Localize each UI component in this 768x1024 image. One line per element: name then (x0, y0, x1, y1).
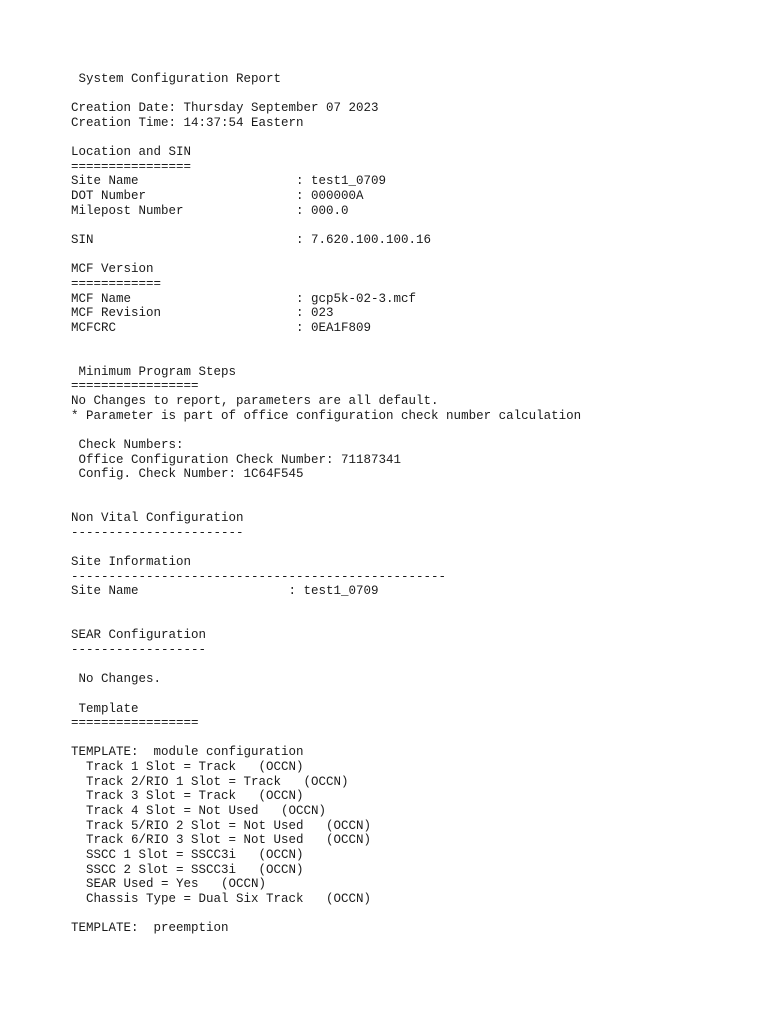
blank-line (71, 87, 761, 102)
site-name-row: Site Name : test1_0709 (71, 174, 387, 189)
parameter-footnote: * Parameter is part of office configuration check number calculation (71, 408, 582, 423)
section-underline: ----------------------- (71, 525, 244, 540)
template-item-track-2-rio-1-slot: Track 2/RIO 1 Slot = Track (OCCN) (71, 774, 349, 789)
template-item-track-6-rio-3-slot: Track 6/RIO 3 Slot = Not Used (OCCN) (71, 833, 372, 848)
blank-line (71, 497, 761, 512)
blank-line (71, 218, 761, 233)
template-item-sscc-1-slot: SSCC 1 Slot = SSCC3i (OCCN) (71, 847, 304, 862)
section-heading-mcf-version: MCF Version (71, 262, 154, 277)
sin-row: SIN : 7.620.100.100.16 (71, 233, 432, 248)
blank-line (71, 336, 761, 351)
creation-time: Creation Time: 14:37:54 Eastern (71, 115, 304, 130)
section-heading-sear-configuration: SEAR Configuration (71, 628, 207, 643)
milepost-number-row: Milepost Number : 000.0 (71, 203, 349, 218)
blank-line (71, 599, 761, 614)
template-item-sscc-2-slot: SSCC 2 Slot = SSCC3i (OCCN) (71, 862, 304, 877)
section-heading-template: Template (71, 701, 139, 716)
blank-line (71, 731, 761, 746)
section-underline: -------------------------------------------------- (71, 569, 447, 584)
blank-line (71, 248, 761, 263)
template-preemption: TEMPLATE: preemption (71, 921, 229, 936)
template-item-track-3-slot: Track 3 Slot = Track (OCCN) (71, 789, 304, 804)
section-heading-non-vital-configuration: Non Vital Configuration (71, 511, 244, 526)
section-heading-site-information: Site Information (71, 555, 192, 570)
no-changes-note: No Changes to report, parameters are all default. (71, 394, 439, 409)
section-underline: ================= (71, 716, 199, 731)
section-heading-minimum-program-steps: Minimum Program Steps (71, 364, 237, 379)
mcfcrc-row: MCFCRC : 0EA1F809 (71, 320, 372, 335)
office-config-check-number: Office Configuration Check Number: 71187341 (71, 452, 402, 467)
section-underline: ------------------ (71, 642, 207, 657)
template-item-track-1-slot: Track 1 Slot = Track (OCCN) (71, 760, 304, 775)
section-underline: ============ (71, 276, 162, 291)
template-item-track-5-rio-2-slot: Track 5/RIO 2 Slot = Not Used (OCCN) (71, 818, 372, 833)
blank-line (71, 907, 761, 922)
blank-line (71, 687, 761, 702)
template-item-sear-used: SEAR Used = Yes (OCCN) (71, 877, 267, 892)
template-module-configuration: TEMPLATE: module configuration (71, 745, 304, 760)
config-check-number: Config. Check Number: 1C64F545 (71, 467, 304, 482)
dot-number-row: DOT Number : 000000A (71, 189, 364, 204)
section-underline: ================= (71, 379, 199, 394)
section-underline: ================ (71, 159, 192, 174)
section-heading-location-sin: Location and SIN (71, 145, 192, 160)
blank-line (71, 131, 761, 146)
mcf-name-row: MCF Name : gcp5k-02-3.mcf (71, 291, 417, 306)
blank-line (71, 423, 761, 438)
creation-date: Creation Date: Thursday September 07 2023 (71, 101, 379, 116)
site-information-site-name-row: Site Name : test1_0709 (71, 584, 379, 599)
template-item-chassis-type: Chassis Type = Dual Six Track (OCCN) (71, 891, 372, 906)
blank-line (71, 541, 761, 556)
mcf-revision-row: MCF Revision : 023 (71, 306, 334, 321)
blank-line (71, 482, 761, 497)
report-document (71, 72, 761, 936)
blank-line (71, 658, 761, 673)
check-numbers-heading: Check Numbers: (71, 438, 184, 453)
blank-line (71, 350, 761, 365)
blank-line (71, 614, 761, 629)
template-item-track-4-slot: Track 4 Slot = Not Used (OCCN) (71, 804, 327, 819)
sear-no-changes: No Changes. (71, 672, 162, 687)
report-title: System Configuration Report (71, 72, 282, 86)
